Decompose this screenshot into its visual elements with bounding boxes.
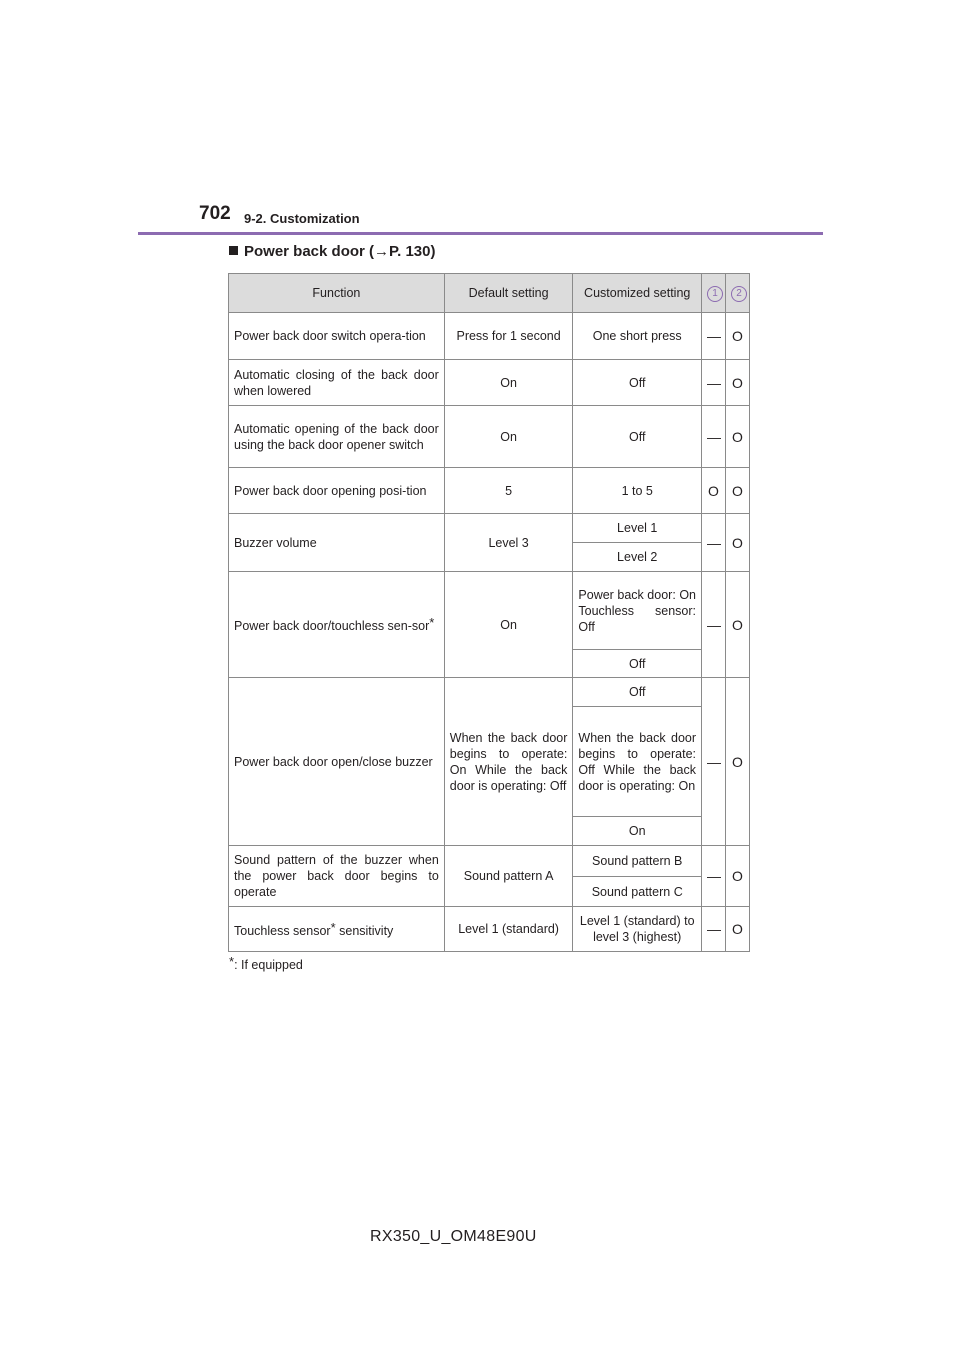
table-row [229,514,750,543]
footnote-symbol: * [229,954,235,969]
footnote-marker: * [330,919,336,935]
default-cell: 5 [444,468,573,514]
function-cell: Power back door switch opera-tion [229,313,445,360]
table-row [229,313,750,360]
subsection-title: Power back door ( [244,243,375,260]
function-cell: Sound pattern of the buzzer when the power back door begins to operate [229,846,445,907]
header-rule [138,232,823,235]
page-number: 702 [199,203,231,224]
function-cell [229,572,445,678]
method-2-cell: O [725,468,749,514]
table-row [229,678,750,707]
default-cell: Sound pattern A [444,846,573,907]
method-2-cell: O [725,572,749,678]
customized-cell: Level 1 [573,514,702,543]
function-text: Power back door/touchless sen-sor [234,619,430,633]
table-row [229,907,750,952]
footnote-marker: * [429,615,435,630]
square-bullet-icon [229,246,238,255]
function-cell: Automatic closing of the back door when lowered [229,360,445,406]
method-1-cell: — [702,313,726,360]
customized-cell: Off [573,650,702,678]
method-2-cell: O [725,678,749,846]
customized-cell: When the back door begins to operate: Off While the back door is operating: On [573,707,702,817]
function-text: sensitivity [335,923,394,938]
method-1-cell: — [702,907,726,952]
table-row [229,360,750,406]
method-1-cell: — [702,846,726,907]
method-1-icon: 1 [707,286,723,302]
arrow-icon: → [374,243,390,260]
method-2-icon: 2 [731,286,747,302]
header-function: Function [229,274,445,313]
function-cell: Power back door opening posi-tion [229,468,445,514]
customization-table [228,273,750,952]
header-method-1 [702,274,726,313]
subsection-heading [229,243,435,260]
customized-cell: 1 to 5 [573,468,702,514]
method-2-cell: O [725,514,749,572]
customized-cell: Sound pattern B [573,846,702,877]
default-cell: Press for 1 second [444,313,573,360]
default-cell: When the back door begins to operate: On While the back door is operating: Off [444,678,573,846]
footnote-text: : If equipped [234,958,303,972]
customized-cell: Power back door: On Touchless sensor: Off [573,572,702,650]
method-1-cell: — [702,360,726,406]
customized-cell: On [573,817,702,846]
default-cell: Level 1 (standard) [444,907,573,952]
model-code: RX350_U_OM48E90U [370,1228,537,1245]
page-reference-link[interactable]: P. 130) [389,243,436,260]
method-2-cell: O [725,360,749,406]
customized-cell: One short press [573,313,702,360]
method-1-cell: O [702,468,726,514]
default-cell: On [444,572,573,678]
function-cell [229,907,445,952]
method-2-cell: O [725,406,749,468]
function-text: Touchless sensor [234,923,331,938]
method-1-cell: — [702,406,726,468]
function-cell: Buzzer volume [229,514,445,572]
method-2-cell: O [725,846,749,907]
customized-cell: Level 2 [573,543,702,572]
table-row [229,406,750,468]
customized-cell: Off [573,406,702,468]
table-header-row [229,274,750,313]
header-default-setting: Default setting [444,274,573,313]
method-1-cell: — [702,514,726,572]
header-method-2 [725,274,749,313]
customized-cell: Sound pattern C [573,877,702,907]
function-cell: Automatic opening of the back door using the back door opener switch [229,406,445,468]
customized-cell: Off [573,678,702,707]
footnote [229,954,303,972]
default-cell: On [444,360,573,406]
customized-cell: Off [573,360,702,406]
method-2-cell: O [725,313,749,360]
method-2-cell: O [725,907,749,952]
default-cell: On [444,406,573,468]
customized-cell: Level 1 (standard) to level 3 (highest) [573,907,702,952]
method-1-cell: — [702,572,726,678]
table-row [229,572,750,650]
header-customized-setting: Customized setting [573,274,702,313]
section-title: 9-2. Customization [244,211,360,226]
table-row [229,468,750,514]
table-row [229,846,750,877]
function-cell: Power back door open/close buzzer [229,678,445,846]
default-cell: Level 3 [444,514,573,572]
method-1-cell: — [702,678,726,846]
